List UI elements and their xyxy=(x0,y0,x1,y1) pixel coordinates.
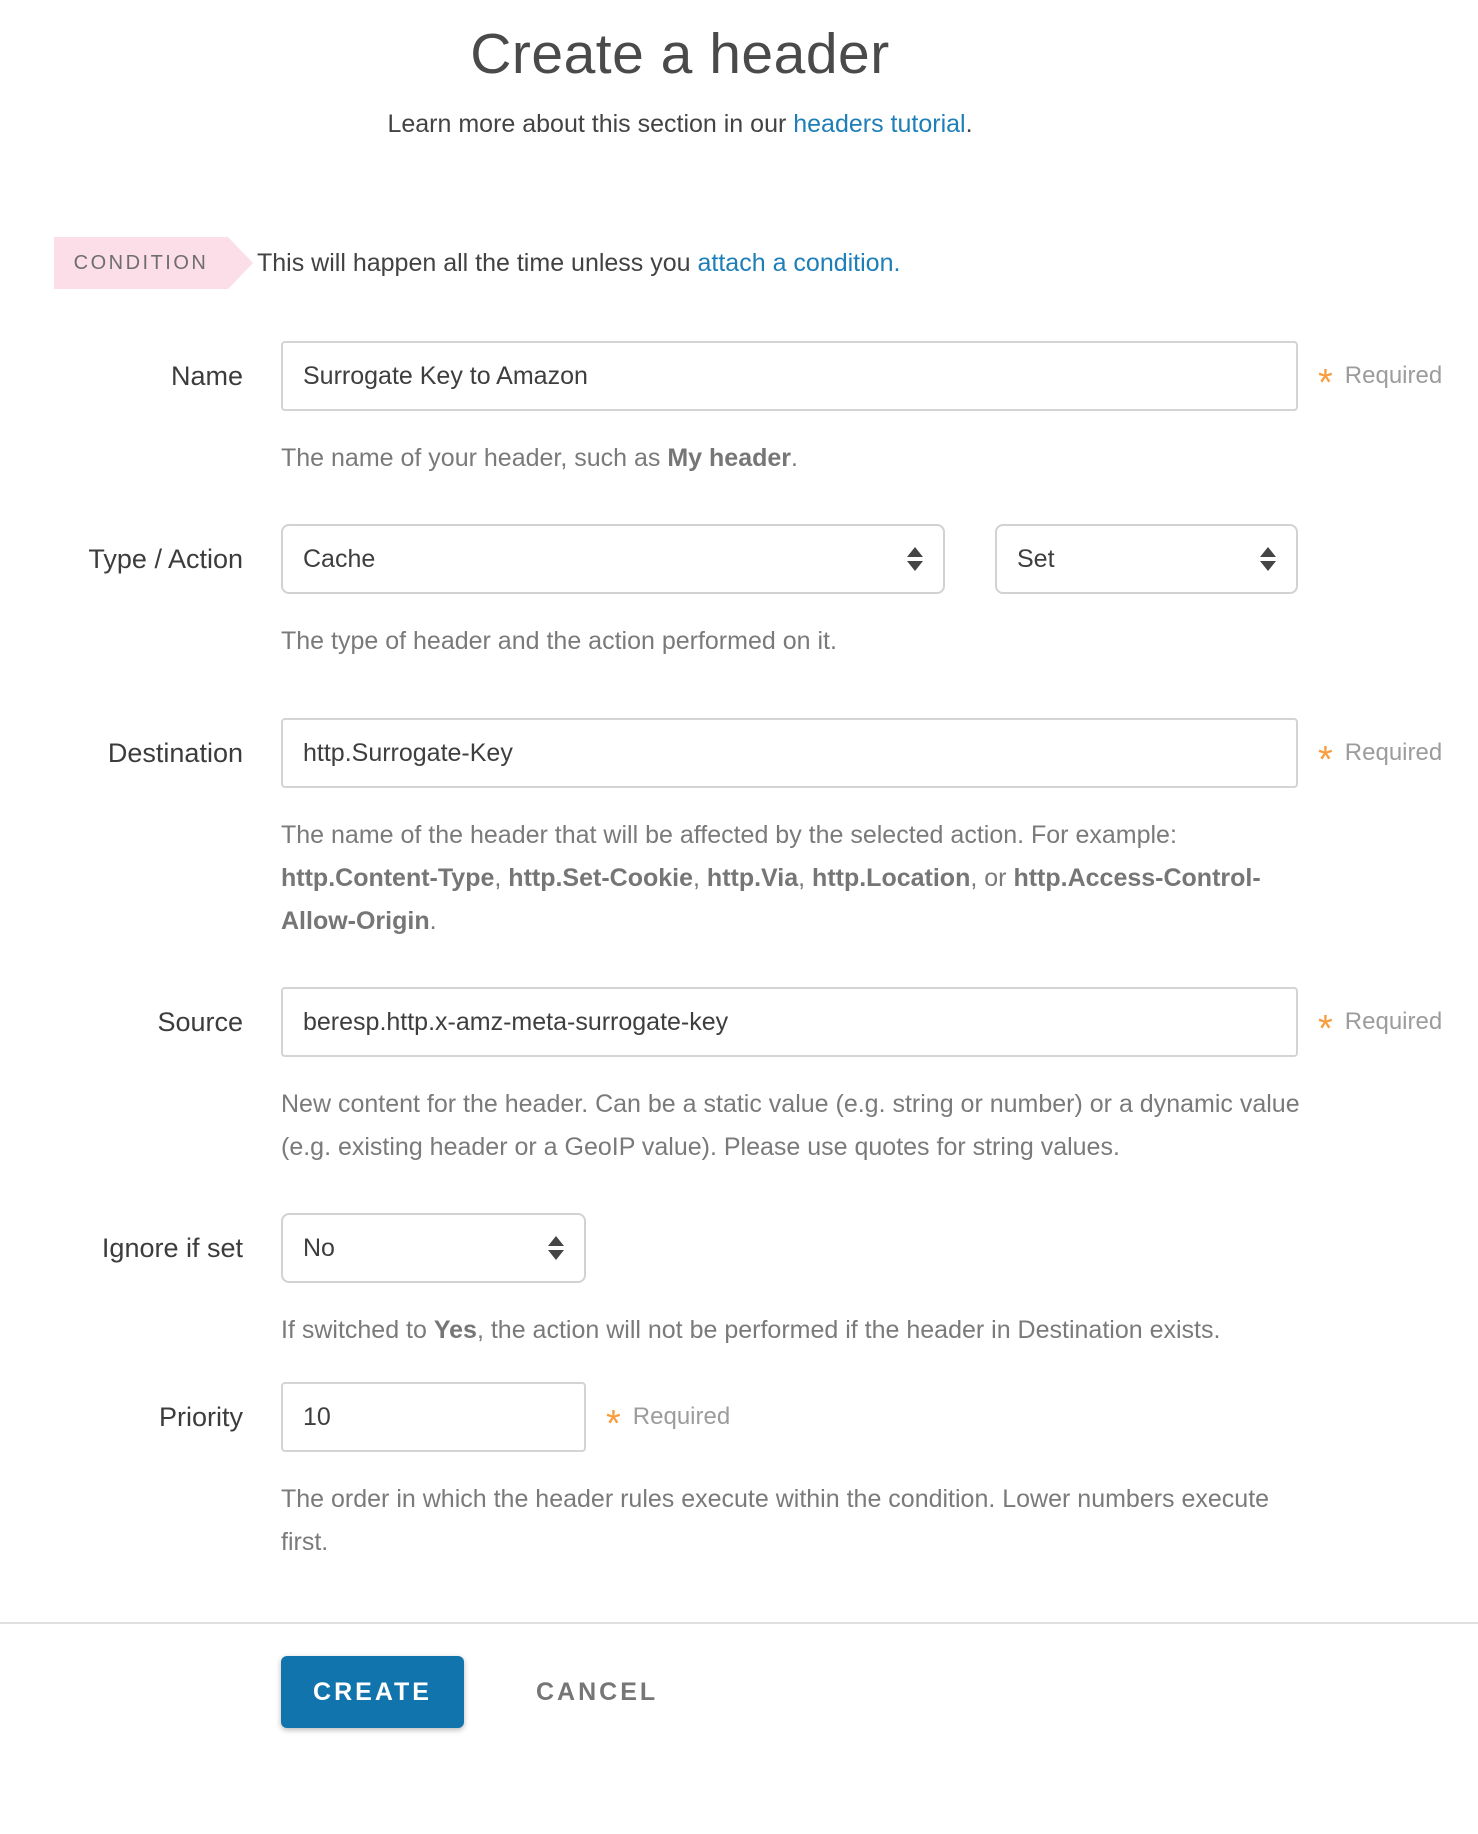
updown-arrow-icon xyxy=(907,547,923,571)
name-field-row xyxy=(0,341,1478,480)
action-select[interactable] xyxy=(995,524,1298,594)
attach-condition-link[interactable]: attach a condition. xyxy=(697,248,901,277)
updown-arrow-icon xyxy=(1260,547,1276,571)
required-label: Required xyxy=(1344,739,1443,767)
ignore-if-set-field-row xyxy=(0,1213,1478,1352)
source-field-row xyxy=(0,987,1478,1169)
type-action-field-row xyxy=(0,524,1478,663)
page-header xyxy=(0,20,1360,139)
create-button[interactable]: CREATE xyxy=(281,1656,464,1728)
condition-row xyxy=(0,237,1478,289)
subtitle xyxy=(0,110,1360,139)
name-help-text: The name of your header, such as My header. xyxy=(281,444,798,473)
condition-text-prefix: This will happen all the time unless you xyxy=(257,248,698,277)
name-input[interactable] xyxy=(281,341,1298,411)
page-title: Create a header xyxy=(470,22,890,86)
required-asterisk-icon: * xyxy=(1318,1007,1333,1050)
required-label: Required xyxy=(1344,1008,1443,1036)
priority-label: Priority xyxy=(158,1401,243,1432)
required-label: Required xyxy=(632,1403,731,1431)
source-input[interactable] xyxy=(281,987,1298,1057)
condition-text xyxy=(257,249,900,278)
name-required-indicator xyxy=(1318,355,1443,404)
destination-input[interactable] xyxy=(281,718,1298,788)
ignore-if-set-label: Ignore if set xyxy=(101,1232,243,1263)
headers-tutorial-link[interactable]: headers tutorial xyxy=(793,110,966,139)
type-action-label: Type / Action xyxy=(88,543,243,574)
priority-help-text: The order in which the header rules execute within the condition. Lower numbers execute first. xyxy=(281,1485,1270,1557)
type-select-value: Cache xyxy=(303,544,376,573)
subtitle-period: . xyxy=(965,110,973,139)
destination-required-indicator xyxy=(1318,732,1443,781)
ignore-if-set-select-value: No xyxy=(303,1233,335,1262)
priority-input[interactable] xyxy=(281,1382,586,1452)
form-actions xyxy=(281,1656,1478,1728)
source-label: Source xyxy=(157,1006,243,1037)
destination-help-text: The name of the header that will be affected by the selected action. For example: http.Content-Type, http.Set-Cookie, http.Via, http.Location, or http.Access-Control-Allow-Origin. xyxy=(281,821,1261,936)
cancel-button[interactable]: CANCEL xyxy=(536,1677,659,1706)
destination-label: Destination xyxy=(107,737,243,768)
destination-field-row xyxy=(0,718,1478,943)
required-asterisk-icon: * xyxy=(1318,361,1333,404)
condition-badge: CONDITION xyxy=(54,237,228,289)
name-label: Name xyxy=(170,360,243,391)
priority-required-indicator xyxy=(606,1396,731,1445)
type-action-help-text: The type of header and the action performed on it. xyxy=(281,627,837,656)
updown-arrow-icon xyxy=(548,1236,564,1260)
type-select[interactable] xyxy=(281,524,945,594)
source-required-indicator xyxy=(1318,1001,1443,1050)
ignore-if-set-help-text: If switched to Yes, the action will not be performed if the header in Destination exists. xyxy=(281,1316,1221,1345)
required-label: Required xyxy=(1344,362,1443,390)
priority-field-row xyxy=(0,1382,1478,1564)
source-help-text: New content for the header. Can be a static value (e.g. string or number) or a dynamic value (e.g. existing header or a GeoIP value). Please use quotes for string values. xyxy=(281,1090,1300,1162)
footer-divider xyxy=(0,1622,1478,1624)
subtitle-text: Learn more about this section in our xyxy=(387,110,794,139)
ignore-if-set-select[interactable] xyxy=(281,1213,586,1283)
required-asterisk-icon: * xyxy=(1318,738,1333,781)
required-asterisk-icon: * xyxy=(606,1402,621,1445)
action-select-value: Set xyxy=(1017,544,1055,573)
